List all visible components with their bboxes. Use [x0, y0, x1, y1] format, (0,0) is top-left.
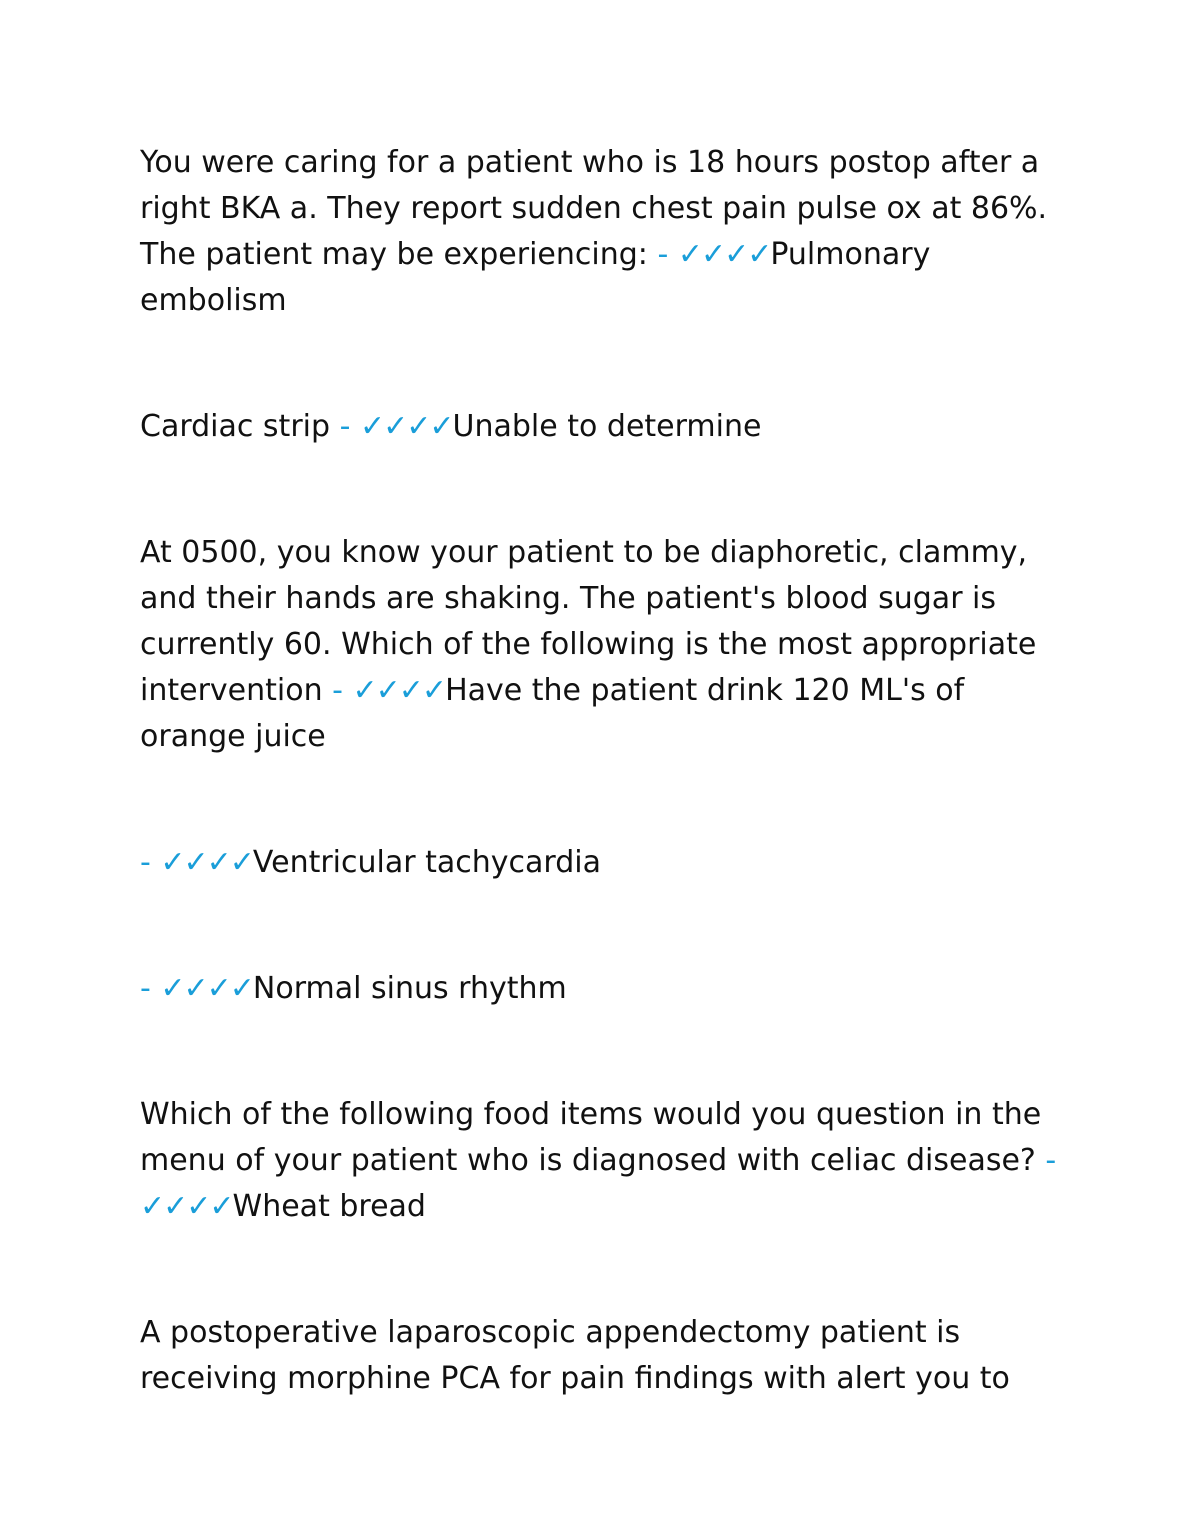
question-text: Cardiac strip — [140, 409, 331, 444]
separator-dash: - — [332, 673, 343, 708]
checkmark-icon: ✓✓✓✓ — [359, 409, 453, 444]
answer-text: Ventricular tachycardia — [252, 845, 601, 880]
qa-item-5 — [140, 966, 1060, 1012]
answer-text: Normal sinus rhythm — [252, 971, 567, 1006]
checkmark-icon: ✓✓✓✓ — [352, 673, 446, 708]
checkmark-icon: ✓✓✓✓ — [140, 1189, 233, 1224]
answer-text: Wheat bread — [232, 1189, 426, 1224]
qa-item-7 — [140, 1310, 1060, 1402]
checkmark-icon: ✓✓✓✓ — [160, 971, 253, 1006]
qa-item-4 — [140, 840, 1060, 886]
answer-text: Unable to determine — [452, 409, 762, 444]
document-page — [140, 140, 1060, 1402]
answer-text: Have the patient drink 120 ML's of orange juice — [140, 673, 965, 754]
separator-dash: - — [140, 845, 151, 880]
separator-dash: - — [140, 971, 151, 1006]
separator-dash: - — [657, 237, 669, 272]
qa-item-2 — [140, 404, 1060, 450]
question-text: At 0500, you know your patient to be diaphoretic, clammy, and their hands are shaking. The patient's blood sugar is currently 60. Which of the following is the most appropriate intervention — [140, 535, 1037, 708]
question-text: A postoperative laparoscopic appendectomy patient is receiving morphine PCA for pain findings with alert you to — [140, 1315, 1010, 1396]
checkmark-icon: ✓✓✓✓ — [677, 237, 771, 272]
question-text: Which of the following food items would you question in the menu of your patient who is diagnosed with celiac disease? — [140, 1097, 1042, 1178]
qa-item-3 — [140, 530, 1060, 760]
question-text: You were caring for a patient who is 18 hours postop after a right BKA a. They report sudden chest pain pulse ox at 86%. The patient may be experiencing: — [140, 145, 1048, 272]
checkmark-icon: ✓✓✓✓ — [160, 845, 253, 880]
qa-item-6 — [140, 1092, 1060, 1230]
separator-dash: - — [1045, 1143, 1057, 1178]
answer-text: Pulmonary embolism — [140, 237, 931, 318]
separator-dash: - — [339, 409, 351, 444]
qa-item-1 — [140, 140, 1060, 324]
